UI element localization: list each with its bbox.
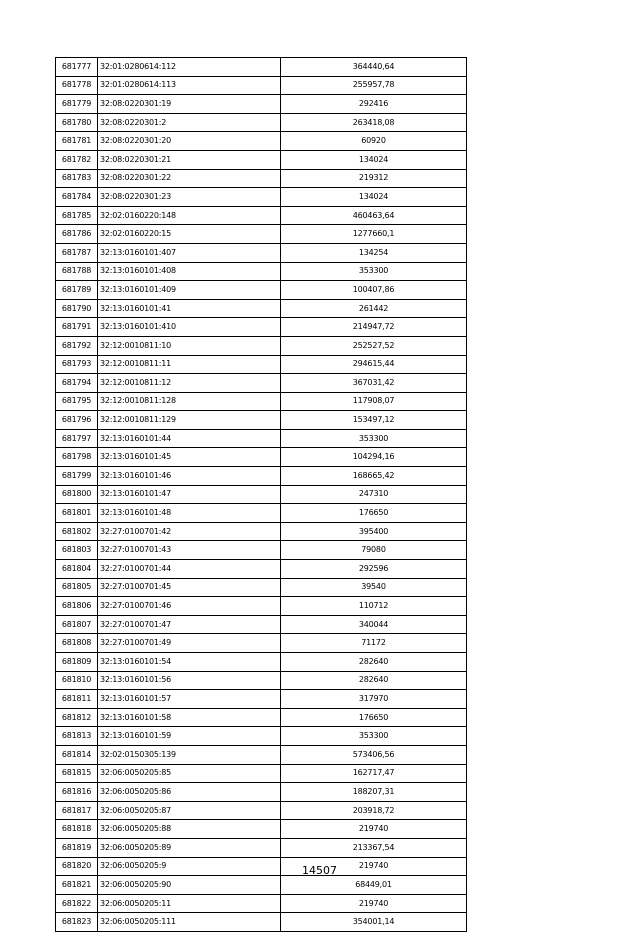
row-id-cell: 681785 xyxy=(56,206,98,225)
row-id-cell: 681800 xyxy=(56,485,98,504)
value-cell: 263418,08 xyxy=(281,113,467,132)
row-id-cell: 681777 xyxy=(56,58,98,77)
value-cell: 395400 xyxy=(281,522,467,541)
table-row xyxy=(56,727,467,746)
value-cell: 176650 xyxy=(281,708,467,727)
cadastral-number-cell: 32:27:0100701:47 xyxy=(98,615,281,634)
row-id-cell: 681814 xyxy=(56,745,98,764)
table-row xyxy=(56,745,467,764)
cadastral-number-cell: 32:13:0160101:44 xyxy=(98,429,281,448)
table-row xyxy=(56,225,467,244)
row-id-cell: 681823 xyxy=(56,913,98,932)
row-id-cell: 681795 xyxy=(56,392,98,411)
cadastral-number-cell: 32:27:0100701:44 xyxy=(98,560,281,579)
row-id-cell: 681822 xyxy=(56,894,98,913)
value-cell: 188207,31 xyxy=(281,783,467,802)
table-row xyxy=(56,783,467,802)
cadastral-number-cell: 32:06:0050205:11 xyxy=(98,894,281,913)
row-id-cell: 681817 xyxy=(56,801,98,820)
value-cell: 219740 xyxy=(281,857,467,876)
value-cell: 354001,14 xyxy=(281,913,467,932)
row-id-cell: 681780 xyxy=(56,113,98,132)
cadastral-number-cell: 32:13:0160101:47 xyxy=(98,485,281,504)
row-id-cell: 681813 xyxy=(56,727,98,746)
value-cell: 294615,44 xyxy=(281,355,467,374)
value-cell: 367031,42 xyxy=(281,374,467,393)
value-cell: 203918,72 xyxy=(281,801,467,820)
value-cell: 353300 xyxy=(281,429,467,448)
cadastral-number-cell: 32:13:0160101:46 xyxy=(98,467,281,486)
table-row xyxy=(56,76,467,95)
row-id-cell: 681789 xyxy=(56,281,98,300)
table-row xyxy=(56,336,467,355)
row-id-cell: 681810 xyxy=(56,671,98,690)
table-row xyxy=(56,188,467,207)
table-row xyxy=(56,876,467,895)
value-cell: 219312 xyxy=(281,169,467,188)
data-table xyxy=(55,57,467,932)
value-cell: 252527,52 xyxy=(281,336,467,355)
value-cell: 162717,47 xyxy=(281,764,467,783)
value-cell: 214947,72 xyxy=(281,318,467,337)
table-row xyxy=(56,243,467,262)
row-id-cell: 681808 xyxy=(56,634,98,653)
value-cell: 340044 xyxy=(281,615,467,634)
row-id-cell: 681781 xyxy=(56,132,98,151)
value-cell: 71172 xyxy=(281,634,467,653)
row-id-cell: 681811 xyxy=(56,690,98,709)
cadastral-number-cell: 32:27:0100701:46 xyxy=(98,597,281,616)
row-id-cell: 681787 xyxy=(56,243,98,262)
row-id-cell: 681786 xyxy=(56,225,98,244)
row-id-cell: 681805 xyxy=(56,578,98,597)
value-cell: 60920 xyxy=(281,132,467,151)
table-row xyxy=(56,262,467,281)
row-id-cell: 681804 xyxy=(56,560,98,579)
table-row xyxy=(56,801,467,820)
value-cell: 261442 xyxy=(281,299,467,318)
row-id-cell: 681820 xyxy=(56,857,98,876)
cadastral-number-cell: 32:13:0160101:41 xyxy=(98,299,281,318)
cadastral-number-cell: 32:02:0150305:139 xyxy=(98,745,281,764)
value-cell: 255957,78 xyxy=(281,76,467,95)
cadastral-number-cell: 32:27:0100701:49 xyxy=(98,634,281,653)
value-cell: 110712 xyxy=(281,597,467,616)
value-cell: 176650 xyxy=(281,504,467,523)
row-id-cell: 681799 xyxy=(56,467,98,486)
row-id-cell: 681802 xyxy=(56,522,98,541)
cadastral-number-cell: 32:06:0050205:85 xyxy=(98,764,281,783)
value-cell: 68449,01 xyxy=(281,876,467,895)
value-cell: 292596 xyxy=(281,560,467,579)
cadastral-number-cell: 32:13:0160101:58 xyxy=(98,708,281,727)
cadastral-number-cell: 32:27:0100701:42 xyxy=(98,522,281,541)
table-row xyxy=(56,318,467,337)
value-cell: 219740 xyxy=(281,894,467,913)
value-cell: 104294,16 xyxy=(281,448,467,467)
value-cell: 153497,12 xyxy=(281,411,467,430)
cadastral-number-cell: 32:08:0220301:2 xyxy=(98,113,281,132)
row-id-cell: 681807 xyxy=(56,615,98,634)
table-row xyxy=(56,95,467,114)
row-id-cell: 681806 xyxy=(56,597,98,616)
cadastral-number-cell: 32:02:0160220:15 xyxy=(98,225,281,244)
cadastral-number-cell: 32:06:0050205:88 xyxy=(98,820,281,839)
value-cell: 292416 xyxy=(281,95,467,114)
table-row xyxy=(56,113,467,132)
cadastral-number-cell: 32:12:0010811:11 xyxy=(98,355,281,374)
table-row xyxy=(56,522,467,541)
cadastral-number-cell: 32:13:0160101:56 xyxy=(98,671,281,690)
table-row xyxy=(56,541,467,560)
table-row xyxy=(56,448,467,467)
row-id-cell: 681783 xyxy=(56,169,98,188)
cadastral-number-cell: 32:01:0280614:113 xyxy=(98,76,281,95)
table-row xyxy=(56,894,467,913)
table-row xyxy=(56,708,467,727)
value-cell: 353300 xyxy=(281,262,467,281)
table-row xyxy=(56,671,467,690)
table-row xyxy=(56,206,467,225)
value-cell: 219740 xyxy=(281,820,467,839)
row-id-cell: 681782 xyxy=(56,150,98,169)
row-id-cell: 681801 xyxy=(56,504,98,523)
row-id-cell: 681798 xyxy=(56,448,98,467)
value-cell: 39540 xyxy=(281,578,467,597)
value-cell: 353300 xyxy=(281,727,467,746)
table-row xyxy=(56,392,467,411)
row-id-cell: 681779 xyxy=(56,95,98,114)
table-row xyxy=(56,578,467,597)
cadastral-number-cell: 32:08:0220301:20 xyxy=(98,132,281,151)
table-body xyxy=(56,58,467,932)
table-row xyxy=(56,150,467,169)
cadastral-number-cell: 32:27:0100701:45 xyxy=(98,578,281,597)
table-row xyxy=(56,411,467,430)
row-id-cell: 681791 xyxy=(56,318,98,337)
value-cell: 317970 xyxy=(281,690,467,709)
value-cell: 213367,54 xyxy=(281,838,467,857)
value-cell: 460463,64 xyxy=(281,206,467,225)
table-row xyxy=(56,690,467,709)
cadastral-number-cell: 32:13:0160101:57 xyxy=(98,690,281,709)
cadastral-number-cell: 32:06:0050205:87 xyxy=(98,801,281,820)
row-id-cell: 681803 xyxy=(56,541,98,560)
cadastral-number-cell: 32:13:0160101:54 xyxy=(98,653,281,672)
value-cell: 364440,64 xyxy=(281,58,467,77)
table-row xyxy=(56,634,467,653)
table-row xyxy=(56,838,467,857)
row-id-cell: 681784 xyxy=(56,188,98,207)
value-cell: 282640 xyxy=(281,671,467,690)
row-id-cell: 681778 xyxy=(56,76,98,95)
cadastral-number-cell: 32:12:0010811:128 xyxy=(98,392,281,411)
table-row xyxy=(56,132,467,151)
cadastral-number-cell: 32:06:0050205:90 xyxy=(98,876,281,895)
row-id-cell: 681797 xyxy=(56,429,98,448)
table-row xyxy=(56,281,467,300)
cadastral-number-cell: 32:12:0010811:12 xyxy=(98,374,281,393)
row-id-cell: 681812 xyxy=(56,708,98,727)
row-id-cell: 681815 xyxy=(56,764,98,783)
table-row xyxy=(56,597,467,616)
cadastral-number-cell: 32:01:0280614:112 xyxy=(98,58,281,77)
cadastral-number-cell: 32:13:0160101:409 xyxy=(98,281,281,300)
cadastral-number-cell: 32:13:0160101:45 xyxy=(98,448,281,467)
value-cell: 100407,86 xyxy=(281,281,467,300)
value-cell: 282640 xyxy=(281,653,467,672)
table-row xyxy=(56,560,467,579)
row-id-cell: 681818 xyxy=(56,820,98,839)
cadastral-number-cell: 32:12:0010811:129 xyxy=(98,411,281,430)
row-id-cell: 681793 xyxy=(56,355,98,374)
row-id-cell: 681819 xyxy=(56,838,98,857)
table-row xyxy=(56,764,467,783)
table-row xyxy=(56,374,467,393)
row-id-cell: 681809 xyxy=(56,653,98,672)
value-cell: 573406,56 xyxy=(281,745,467,764)
table-row xyxy=(56,913,467,932)
cadastral-number-cell: 32:06:0050205:86 xyxy=(98,783,281,802)
table-row xyxy=(56,299,467,318)
cadastral-number-cell: 32:06:0050205:9 xyxy=(98,857,281,876)
table-row xyxy=(56,615,467,634)
table-row xyxy=(56,820,467,839)
table-row xyxy=(56,504,467,523)
row-id-cell: 681816 xyxy=(56,783,98,802)
cadastral-number-cell: 32:06:0050205:111 xyxy=(98,913,281,932)
row-id-cell: 681790 xyxy=(56,299,98,318)
cadastral-number-cell: 32:13:0160101:59 xyxy=(98,727,281,746)
value-cell: 247310 xyxy=(281,485,467,504)
table-row xyxy=(56,429,467,448)
cadastral-number-cell: 32:08:0220301:22 xyxy=(98,169,281,188)
cadastral-number-cell: 32:27:0100701:43 xyxy=(98,541,281,560)
table-row xyxy=(56,169,467,188)
value-cell: 117908,07 xyxy=(281,392,467,411)
value-cell: 134024 xyxy=(281,188,467,207)
cadastral-number-cell: 32:13:0160101:408 xyxy=(98,262,281,281)
row-id-cell: 681792 xyxy=(56,336,98,355)
cadastral-number-cell: 32:13:0160101:410 xyxy=(98,318,281,337)
cadastral-number-cell: 32:06:0050205:89 xyxy=(98,838,281,857)
cadastral-number-cell: 32:12:0010811:10 xyxy=(98,336,281,355)
table-row xyxy=(56,653,467,672)
table-row xyxy=(56,355,467,374)
row-id-cell: 681794 xyxy=(56,374,98,393)
value-cell: 168665,42 xyxy=(281,467,467,486)
page-number: 14507 xyxy=(302,864,337,877)
cadastral-number-cell: 32:08:0220301:21 xyxy=(98,150,281,169)
cadastral-number-cell: 32:13:0160101:407 xyxy=(98,243,281,262)
value-cell: 134254 xyxy=(281,243,467,262)
cadastral-number-cell: 32:13:0160101:48 xyxy=(98,504,281,523)
row-id-cell: 681796 xyxy=(56,411,98,430)
value-cell: 1277660,1 xyxy=(281,225,467,244)
value-cell: 79080 xyxy=(281,541,467,560)
table-row xyxy=(56,467,467,486)
row-id-cell: 681788 xyxy=(56,262,98,281)
table-row xyxy=(56,485,467,504)
cadastral-number-cell: 32:08:0220301:23 xyxy=(98,188,281,207)
value-cell: 134024 xyxy=(281,150,467,169)
table-row xyxy=(56,58,467,77)
row-id-cell: 681821 xyxy=(56,876,98,895)
cadastral-number-cell: 32:08:0220301:19 xyxy=(98,95,281,114)
cadastral-number-cell: 32:02:0160220:148 xyxy=(98,206,281,225)
